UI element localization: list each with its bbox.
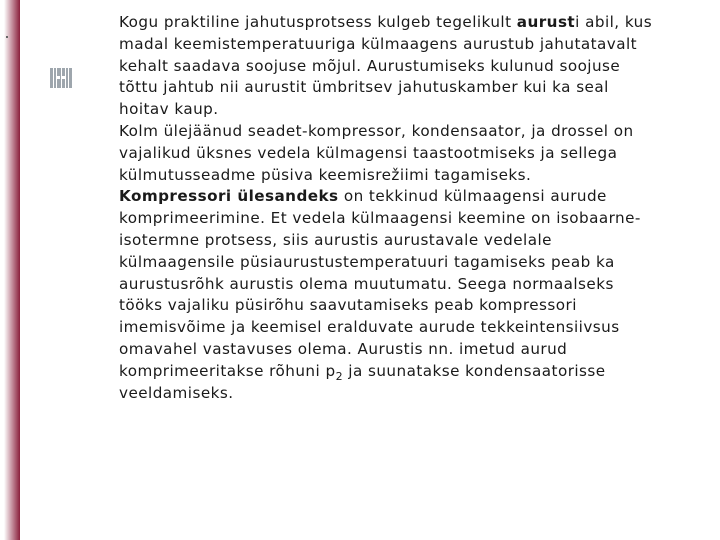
document-body [114, 12, 659, 404]
pressure-symbol: p [325, 361, 336, 380]
paragraph-compressor: Kompressori ülesandeks on tekkinud külmaagensi aurude komprimeerimine. Et vedela külmaagensi keemine on isobaarne-isotermne protsess, siis aurustis aurustavale vedelale külmaagensile püsiaurustustemperatuuri tagamiseks peab ka aurustusrõhk aurustis olema muutumatu. Seega normaalseks tööks vajaliku püsirõhu saavutamiseks peab kompressori imemisvõime ja keemisel eralduvate aurude tekkeintensiivsus omavahel vastavuses olema. Aurustis nn. imetud aurud komprimeeritakse rõhuni $p_2$ ja suunatakse kondensaatorisse veeldamiseks. [119, 187, 641, 402]
paragraph-evaporator: Kogu praktiline jahutusprotsess kulgeb tegelikult aurusti abil, kus madal keemistemperatuuriga külmaagens aurustub jahutatavalt kehalt saadava soojuse mõjul. Aurustumiseks kulunud soojuse tõttu jahtub nii aurustit ümbritsev jahutuskamber kui ka seal hoitav kaup. [119, 13, 653, 119]
corner-dot [6, 36, 8, 38]
pressure-subscript: 2 [335, 369, 344, 383]
left-accent-bar [0, 0, 20, 540]
term-evaporator: aurust [516, 13, 576, 31]
barcode-icon [50, 68, 72, 88]
paragraph-other-devices: Kolm ülejäänud seadet-kompressor, kondensaator, ja drossel on vajalikud üksnes vedela külmagensi taastootmiseks ja sellega külmutusseadme püsiva keemisrežiimi tagamiseks. [119, 121, 634, 184]
term-compressor-task: Kompressori ülesandeks [119, 187, 339, 206]
